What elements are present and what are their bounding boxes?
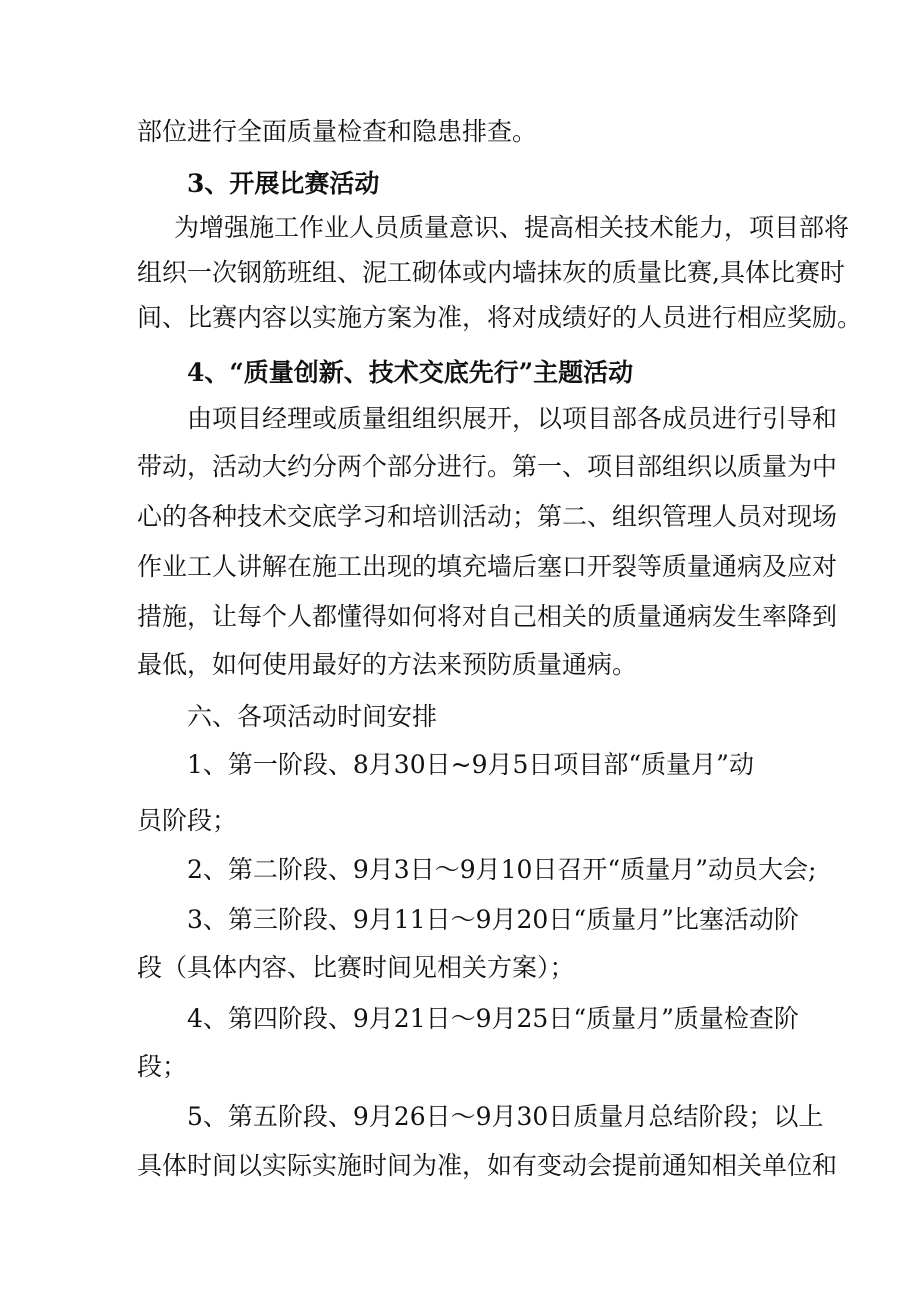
section-6-heading: 六、各项活动时间安排 — [187, 702, 438, 731]
text-line-11: 措施，让每个人都懂得如何将对自己相关的质量通病发生率降到 — [137, 602, 838, 631]
text-line-15: 员阶段； — [137, 806, 238, 835]
text-line-4: 组织一次钢筋班组、泥工砌体或内墙抹灰的质量比赛,具体比赛时 — [137, 258, 845, 287]
text-line-17: 3、第三阶段、9月11日～9月20日“质量月”比塞活动阶 — [187, 905, 799, 934]
text-line-3: 为增强施工作业人员质量意识、提高相关技术能力，项目部将 — [174, 213, 850, 242]
heading-4-theme: 4、“质量创新、技术交底先行”主题活动 — [187, 358, 634, 387]
text-line-10: 作业工人讲解在施工出现的填充墙后塞口开裂等质量通病及应对 — [137, 552, 838, 581]
heading-3-contest: 3、开展比赛活动 — [187, 169, 380, 198]
text-line-14: 1、第一阶段、8月30日~9月5日项目部“质量月”动 — [187, 750, 754, 779]
text-line-19: 4、第四阶段、9月21日～9月25日“质量月”质量检查阶 — [187, 1004, 799, 1033]
text-line-1: 部位进行全面质量检查和隐患排查。 — [137, 117, 538, 146]
text-line-18: 段（具体内容、比赛时间见相关方案）； — [137, 953, 575, 982]
text-line-9: 心的各种技术交底学习和培训活动；第二、组织管理人员对现场 — [137, 502, 838, 531]
text-line-20: 段； — [137, 1052, 188, 1081]
text-line-5: 间、比赛内容以实施方案为准，将对成绩好的人员进行相应奖励。 — [137, 303, 863, 332]
text-line-7: 由项目经理或质量组组织展开，以项目部各成员进行引导和 — [187, 404, 838, 433]
text-line-21: 5、第五阶段、9月26日～9月30日质量月总结阶段；以上 — [187, 1102, 824, 1131]
text-line-22: 具体时间以实际实施时间为准，如有变动会提前通知相关单位和 — [137, 1151, 838, 1180]
text-line-8: 带动，活动大约分两个部分进行。第一、项目部组织以质量为中 — [137, 452, 838, 481]
text-line-12: 最低，如何使用最好的方法来预防质量通病。 — [137, 650, 638, 679]
text-line-16: 2、第二阶段、9月3日～9月10日召开“质量月”动员大会; — [187, 855, 817, 884]
